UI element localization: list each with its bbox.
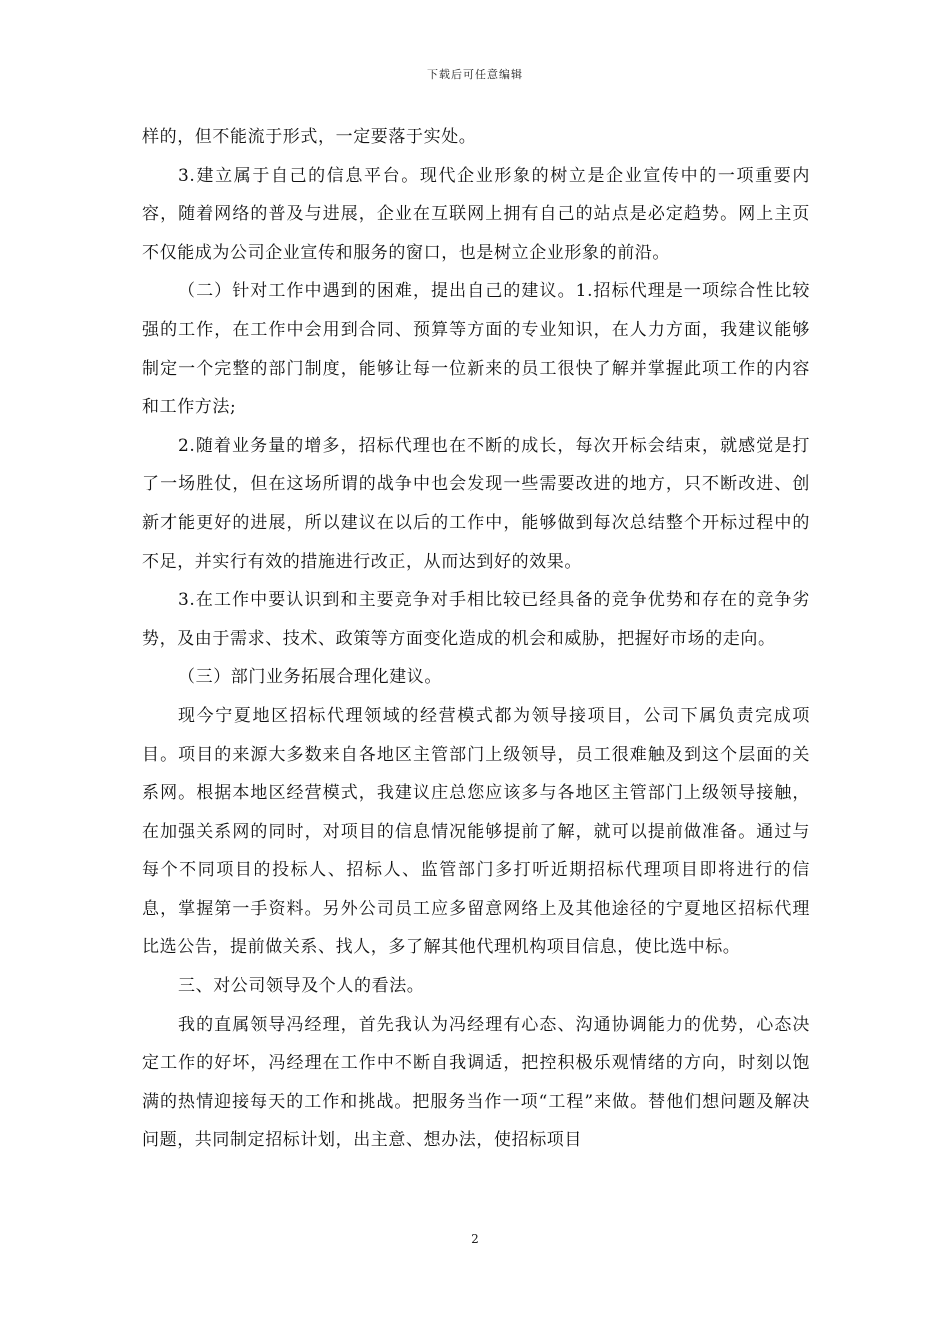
section-heading-business-expansion: （三）部门业务拓展合理化建议。 bbox=[178, 667, 442, 688]
section-heading-leadership-views: 三、对公司领导及个人的看法。 bbox=[178, 976, 425, 997]
paragraph-continuation: 样的，但不能流于形式，一定要落于实处。 bbox=[142, 127, 477, 147]
paragraph-suggestion-competition: 3.在工作中要认识到和主要竞争对手相比较已经具备的竞争优势和存在的竞争劣势，及由于需求、技术、政策等方面变化造成的机会和威胁，把握好市场的走向。 bbox=[142, 590, 810, 649]
paragraph-manager-evaluation: 我的直属领导冯经理，首先我认为冯经理有心态、沟通协调能力的优势，心态决定工作的好坏，冯经理在工作中不断自我调适，把控积极乐观情绪的方向，时刻以饱满的热情迎接每天的工作和挑战。把服务当作一项“工程”来做。替他们想问题及解决问题，共同制定招标计划，出主意、想办法，使招标项目 bbox=[142, 1014, 810, 1151]
paragraph-suggestion-improvement: 2.随着业务量的增多，招标代理也在不断的成长，每次开标会结束，就感觉是打了一场胜仗，但在这场所谓的战争中也会发现一些需要改进的地方，只不断改进、创新才能更好的进展，所以建议在以后的工作中，能够做到每次总结整个开标过程中的不足，并实行有效的措施进行改正，从而达到好的效果。 bbox=[142, 435, 810, 572]
document-body bbox=[142, 118, 810, 1160]
page-number: 2 bbox=[471, 1232, 479, 1246]
paragraph-suggestion-difficulties: （二）针对工作中遇到的困难，提出自己的建议。1.招标代理是一项综合性比较强的工作，在工作中会用到合同、预算等方面的专业知识，在人力方面，我建议能够制定一个完整的部门制度，能够让每一位新来的员工很快了解并掌握此项工作的内容和工作方法; bbox=[142, 281, 810, 418]
page-header: 下载后可任意编辑 bbox=[427, 68, 523, 81]
paragraph-business-model: 现今宁夏地区招标代理领域的经营模式都为领导接项目，公司下属负责完成项目。项目的来源大多数来自各地区主管部门上级领导，员工很难触及到这个层面的关系网。根据本地区经营模式，我建议庄总您应该多与各地区主管部门上级领导接触，在加强关系网的同时，对项目的信息情况能够提前了解，就可以提前做准备。通过与每个不同项目的投标人、招标人、监管部门多打听近期招标代理项目即将进行的信息，掌握第一手资料。另外公司员工应多留意网络上及其他途径的宁夏地区招标代理比选公告，提前做关系、找人，多了解其他代理机构项目信息，使比选中标。 bbox=[142, 705, 810, 958]
paragraph-info-platform: 3.建立属于自己的信息平台。现代企业形象的树立是企业宣传中的一项重要内容，随着网络的普及与进展，企业在互联网上拥有自己的站点是必定趋势。网上主页不仅能成为公司企业宣传和服务的窗口，也是树立企业形象的前沿。 bbox=[142, 165, 810, 263]
